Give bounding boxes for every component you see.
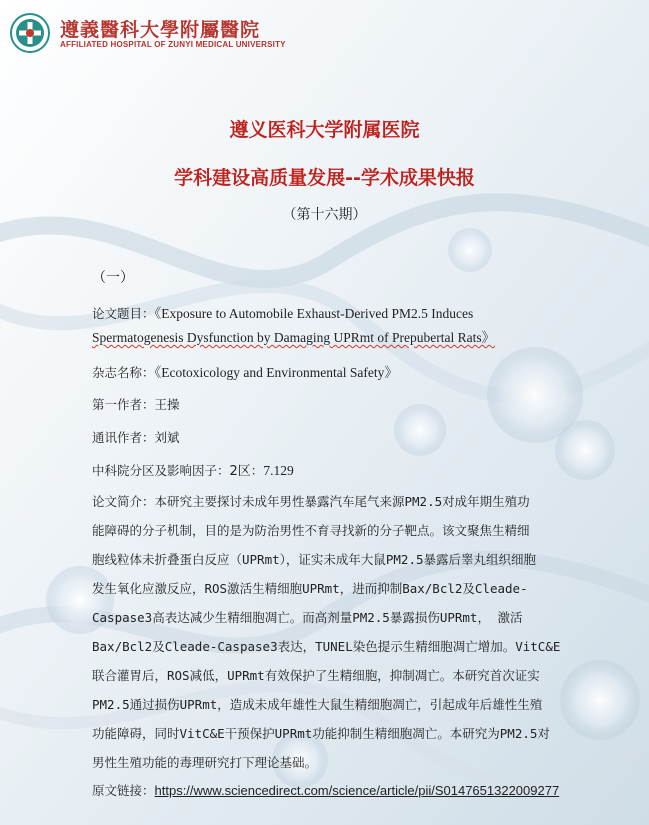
corresponding-author-label: 通讯作者： — [92, 430, 155, 445]
paper-title-line2: Spermatogenesis Dysfunction by Damaging UPRmt of Prepubertal Rats》 — [92, 330, 496, 345]
abstract-paragraph — [92, 487, 612, 777]
section-marker: （一） — [92, 270, 134, 286]
first-author-row — [92, 395, 180, 413]
abstract-line: PM2.5通过损伤UPRmt，造成未成年雄性大鼠生精细胞凋亡，引起成年后雄性生殖 — [92, 697, 543, 712]
bulletin-title: 遵义医科大学附属医院 — [229, 119, 420, 141]
paper-title-line1: 《Exposure to Automobile Exhaust-Derived PM2.5 Induces — [154, 306, 474, 321]
hospital-name-english: AFFILIATED HOSPITAL OF ZUNYI MEDICAL UNIVERSITY — [60, 40, 286, 49]
first-author-label: 第一作者： — [92, 397, 155, 412]
journal-row — [92, 361, 398, 381]
abstract-line: 论文简介：本研究主要探讨未成年男性暴露汽车尾气来源PM2.5对成年期生殖功 — [92, 494, 530, 509]
source-link-label: 原文链接： — [92, 783, 155, 798]
paper-title-row — [92, 302, 473, 322]
bulletin-subtitle: 学科建设高质量发展--学术成果快报 — [174, 167, 475, 189]
paper-title-row-2 — [92, 326, 495, 346]
abstract-line: 发生氧化应激反应，ROS激活生精细胞UPRmt，进而抑制Bax/Bcl2及Cleade- — [92, 581, 528, 596]
abstract-line: 能障碍的分子机制，目的是为防治男性不育寻找新的分子靶点。该文聚焦生精细 — [92, 523, 530, 538]
impact-label: 中科院分区及影响因子： — [92, 463, 230, 478]
hospital-name-chinese: 遵義醫科大學附屬醫院 — [60, 19, 261, 41]
journal-zone: 2区 — [229, 464, 251, 479]
abstract-line: Caspase3高表达减少生精细胞凋亡。而高剂量PM2.5暴露损伤UPRmt， 激活 — [92, 610, 523, 625]
source-link[interactable]: https://www.sciencedirect.com/science/article/pii/S0147651322009277 — [154, 783, 560, 798]
impact-factor-row: 中科院分区及影响因子：2区：7.129 — [92, 463, 294, 479]
journal-label: 杂志名称： — [92, 365, 155, 380]
issue-number: （第十六期） — [282, 207, 367, 223]
impact-factor-value: 7.129 — [263, 463, 294, 478]
abstract-line: 功能障碍，同时VitC&E干预保护UPRmt功能抑制生精细胞凋亡。本研究为PM2.5对 — [92, 726, 550, 741]
journal-name: 《Ecotoxicology and Environmental Safety》 — [154, 365, 398, 380]
paper-title-label: 论文题目： — [92, 306, 155, 321]
hospital-logo-icon — [10, 13, 50, 53]
corresponding-author-row — [92, 428, 180, 446]
abstract-line: 男性生殖功能的毒理研究打下理论基础。 — [92, 755, 318, 770]
abstract-line: 联合灌胃后，ROS减低，UPRmt有效保护了生精细胞，抑制凋亡。本研究首次证实 — [92, 668, 540, 683]
abstract-line: 胞线粒体未折叠蛋白反应（UPRmt），证实未成年大鼠PM2.5暴露后睾丸组织细胞 — [92, 552, 537, 567]
source-link-row — [92, 781, 559, 799]
abstract-line: Bax/Bcl2及Cleade-Caspase3表达，TUNEL染色提示生精细胞凋亡增加。VitC&E — [92, 639, 561, 654]
first-author-name: 王操 — [154, 397, 180, 412]
corresponding-author-name: 刘斌 — [154, 430, 180, 445]
